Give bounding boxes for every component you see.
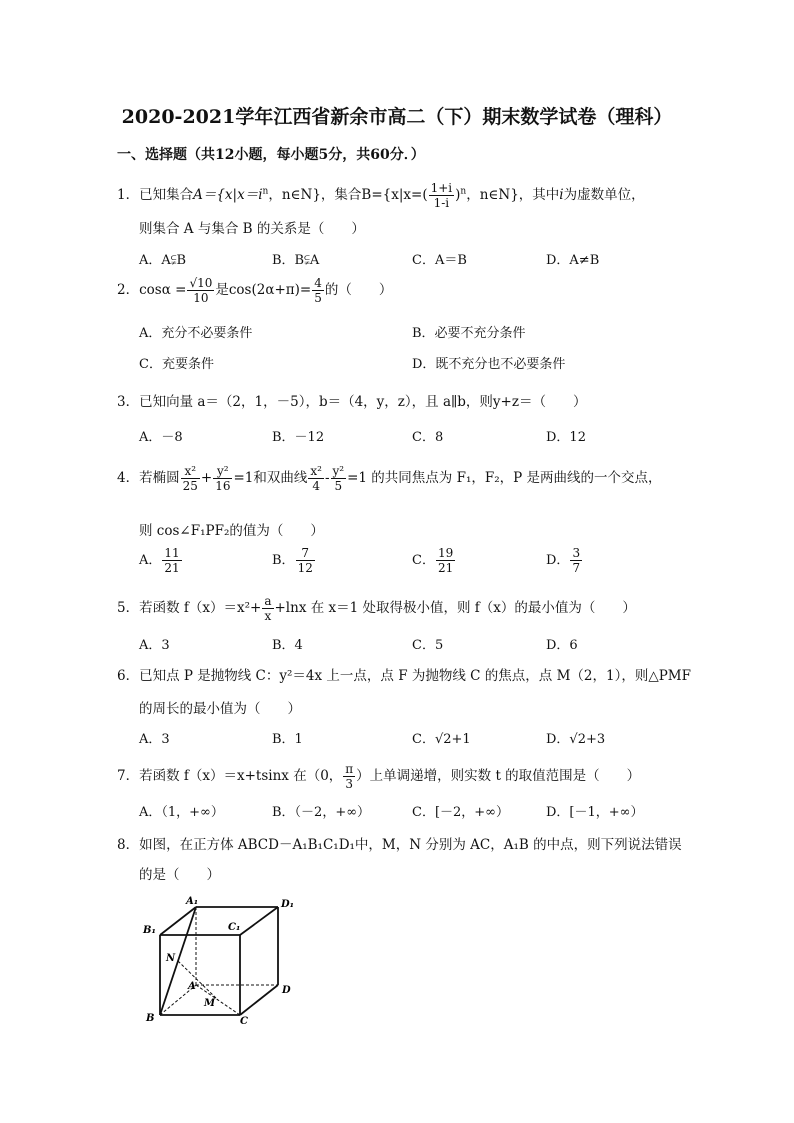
label-c1: C₁ xyxy=(228,922,241,933)
edge-cd xyxy=(240,985,278,1015)
q1-text-1: 已知集合 xyxy=(139,187,194,203)
question-2 xyxy=(117,276,392,305)
q2-option-b[interactable]: B．必要不充分条件 xyxy=(412,326,526,341)
q2-text-2: 是cos(2α+π)= xyxy=(215,282,312,298)
question-7 xyxy=(117,762,640,791)
q1-set-a2: ，n∈N}，集合B={x|x=( xyxy=(268,187,428,203)
q1-text-2: ，n∈N}，其中 xyxy=(466,187,560,203)
q2-text-3: 的（ ） xyxy=(324,282,393,298)
q4-number: 4． xyxy=(117,470,140,486)
q2-option-a[interactable]: A．充分不必要条件 xyxy=(139,326,253,341)
question-6 xyxy=(117,664,691,684)
q3-number: 3． xyxy=(117,394,140,410)
q5-number: 5． xyxy=(117,600,140,616)
q4-text-1: 若椭圆 xyxy=(139,470,180,486)
q6-option-c[interactable]: C．√2+1 xyxy=(412,732,471,747)
question-5 xyxy=(117,594,636,623)
label-c: C xyxy=(240,1016,248,1025)
q3-option-b[interactable]: B．－12 xyxy=(272,430,325,445)
q6-line-2: 的周长的最小值为（ ） xyxy=(139,701,301,717)
q4-hyperbola-x: $\frac{\text{x²}}{4}$ xyxy=(310,464,322,493)
q4-ellipse-y: $\frac{\text{y²}}{16}$ xyxy=(215,464,231,493)
q2-fraction-2: $\frac{4}{5}$ xyxy=(314,276,322,305)
q4-option-d[interactable]: D． $\frac{3}{7}$ xyxy=(546,546,581,575)
q5-option-a[interactable]: A．3 xyxy=(139,638,170,653)
q4-text-3: =1 的共同焦点为 F₁，F₂，P 是两曲线的一个交点， xyxy=(347,470,662,486)
q4-text-2: =1和双曲线 xyxy=(233,470,308,486)
q6-option-d[interactable]: D．√2+3 xyxy=(546,732,606,747)
q5-text-2: +lnx 在 x＝1 处取得极小值，则 f（x）的最小值为（ ） xyxy=(274,600,636,616)
q3-text: 已知向量 a＝（2，1，－5），b＝（4，y，z），且 a∥b，则y+z＝（ ） xyxy=(139,394,587,410)
q1-option-b[interactable]: B．B⫋A xyxy=(272,253,320,268)
label-d: D xyxy=(282,985,291,996)
q1-exponent: n xyxy=(460,186,467,197)
q4-line-2: 则 cos∠F₁PF₂的值为（ ） xyxy=(139,523,324,539)
q6-number: 6． xyxy=(117,668,140,684)
q5-fraction: $\frac{a}{x}$ xyxy=(264,594,272,623)
q7-text-2: ）上单调递增，则实数 t 的取值范围是（ ） xyxy=(356,768,641,784)
edge-c1d1 xyxy=(240,907,278,935)
label-d1: D₁ xyxy=(281,899,295,910)
q5-option-b[interactable]: B．4 xyxy=(272,638,303,653)
label-b: B xyxy=(146,1013,155,1024)
q1-option-c[interactable]: C．A＝B xyxy=(412,253,467,268)
q1-line-2: 则集合 A 与集合 B 的关系是（ ） xyxy=(139,221,365,237)
q4-hyperbola-y: $\frac{\text{y²}}{5}$ xyxy=(332,464,345,493)
q4-ellipse-x: $\frac{\text{x²}}{25}$ xyxy=(182,464,198,493)
question-3 xyxy=(117,390,586,410)
q1-i: i xyxy=(559,187,564,203)
q8-text: 如图，在正方体 ABCD－A₁B₁C₁D₁中，M，N 分别为 AC，A₁B 的中点，则下列说法错误 xyxy=(139,837,682,853)
segment-mn xyxy=(178,961,218,1000)
page-title: 2020-2021学年江西省新余市高二（下）期末数学试卷（理科） xyxy=(121,106,673,128)
section-heading: 一、选择题（共12小题，每小题5分，共60分．） xyxy=(117,147,425,163)
q6-option-b[interactable]: B．1 xyxy=(272,732,303,747)
label-m: M xyxy=(204,998,216,1009)
q1-option-a[interactable]: A．A⫋B xyxy=(139,253,187,268)
q7-option-b[interactable]: B．（－2，+∞） xyxy=(272,805,371,820)
q1-text-3: 为虚数单位， xyxy=(563,187,645,203)
q3-option-a[interactable]: A．－8 xyxy=(139,430,183,445)
question-1: 1．已知集合$A=\{x|x=i^n$，n∈N}，集合B={x|x=( $\frac{1+i}{1-i}$ )$^n$，n∈N}，其中i为虚数单位， xyxy=(117,181,645,210)
q2-number: 2． xyxy=(117,282,140,298)
question-8 xyxy=(117,833,682,853)
q7-text-1: 若函数 f（x）＝x+tsinx 在（0， xyxy=(139,768,343,784)
q2-option-d[interactable]: D．既不充分也不必要条件 xyxy=(412,357,566,372)
q7-option-d[interactable]: D．[－1，+∞） xyxy=(546,805,644,820)
question-4: 4．若椭圆 $\frac{\text{x²}}{25}$ + $\frac{\text{y²}}{16}$ =1和双曲线 $\frac{\text{x²}}{4}$ - $\frac{\text{y²}}{5}$ =1 的共同焦点为 F₁，F₂，P 是两曲线的一个交点， xyxy=(117,464,662,493)
q4-option-c[interactable]: C． $\frac{19}{21}$ xyxy=(412,546,454,575)
q4-option-b[interactable]: B． $\frac{7}{12}$ xyxy=(272,546,313,575)
q7-option-c[interactable]: C．[－2，+∞） xyxy=(412,805,510,820)
q2-option-c[interactable]: C．充要条件 xyxy=(139,357,214,372)
cube-figure xyxy=(140,893,300,1025)
q5-text-1: 若函数 f（x）＝x²+ xyxy=(139,600,262,616)
q8-number: 8． xyxy=(117,837,140,853)
q2-text-1: cosα = xyxy=(139,282,187,298)
q6-option-a[interactable]: A．3 xyxy=(139,732,170,747)
label-a1: A₁ xyxy=(186,896,199,907)
q5-option-c[interactable]: C．5 xyxy=(412,638,444,653)
q7-number: 7． xyxy=(117,768,140,784)
label-a: A xyxy=(188,981,196,992)
q1-option-d[interactable]: D．A≠B xyxy=(546,253,600,268)
q8-line-2: 的是（ ） xyxy=(139,867,220,883)
q4-option-a[interactable]: A． $\frac{11}{21}$ xyxy=(139,546,180,575)
label-n: N xyxy=(166,953,176,964)
q6-text: 已知点 P 是抛物线 C：y²＝4x 上一点，点 F 为抛物线 C 的焦点，点 M（2，1），则△PMF xyxy=(139,668,691,684)
q1-number: 1． xyxy=(117,187,140,203)
q1-set-a: A＝{x|x＝i xyxy=(193,187,263,203)
q3-option-c[interactable]: C．8 xyxy=(412,430,444,445)
q7-fraction: $\frac{\pi}{3}$ xyxy=(345,762,354,791)
q1-fraction: $\frac{1+i}{1-i}$ xyxy=(430,181,453,210)
label-b1: B₁ xyxy=(143,925,156,936)
q7-option-a[interactable]: A．（1，+∞） xyxy=(139,805,224,820)
q3-option-d[interactable]: D．12 xyxy=(546,430,586,445)
q5-option-d[interactable]: D．6 xyxy=(546,638,578,653)
q1-set-a-exp: n xyxy=(262,186,269,197)
q2-fraction-1: $\frac{√10}{10}$ xyxy=(189,276,213,305)
